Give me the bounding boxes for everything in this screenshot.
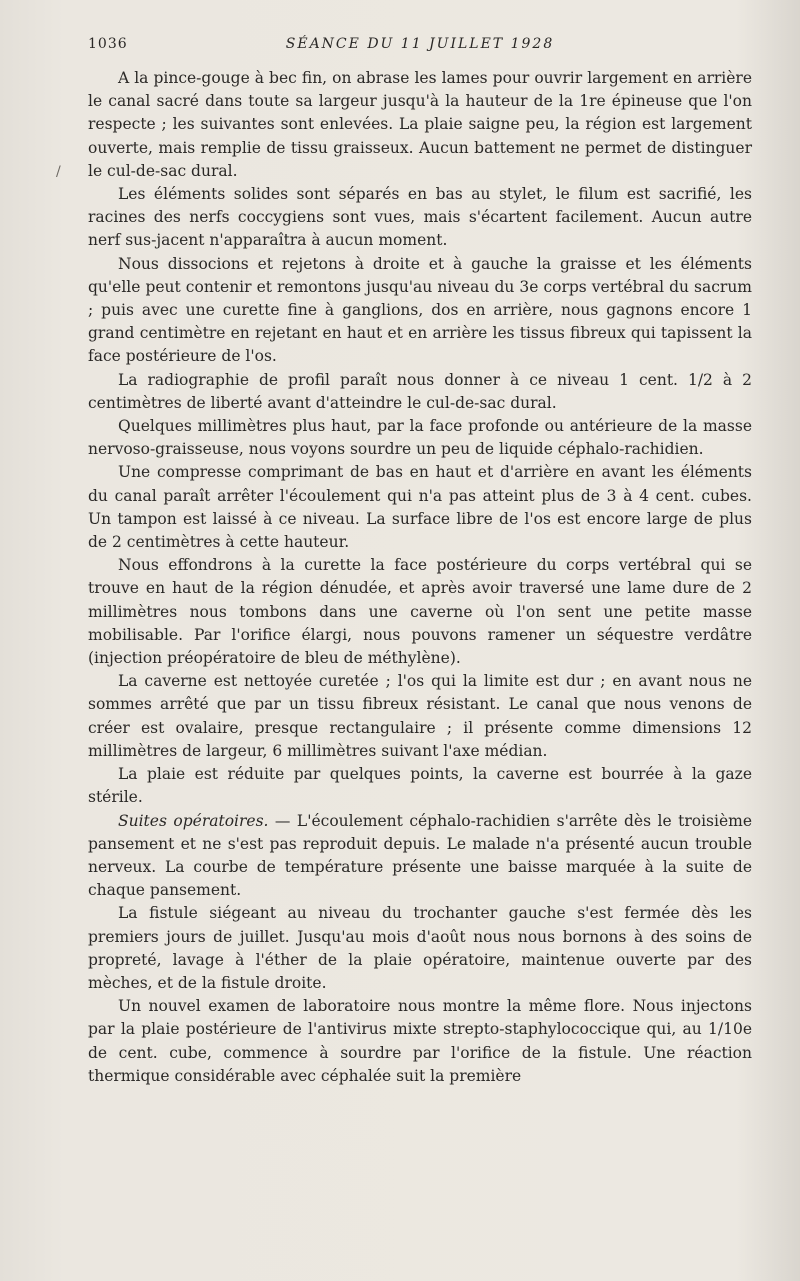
paragraph-1: A la pince-gouge à bec fin, on abrase les lames pour ouvrir largement en arrière le canal sacré dans toute sa largeur jusqu'à la hauteur de la 1re épineuse que l'on respecte ; les suivantes sont enlevées. La plaie saigne peu, la région est largement ouverte, mais remplie de tissu graisseux. Aucun battement ne permet de distinguer le cul-de-sac dural. (88, 69, 752, 180)
paragraph-10 (88, 810, 752, 903)
paragraph-11: La fistule siégeant au niveau du trochanter gauche s'est fermée dès les premiers jours de juillet. Jusqu'au mois d'août nous nous bornons à des soins de propreté, lavage à l'éther de la plaie opératoire, maintenue ouverte par des mèches, et de la fistule droite. (88, 904, 752, 992)
paragraph-10-text: — L'écoulement céphalo-rachidien s'arrête dès le troisième pansement et ne s'est pas reproduit depuis. Le malade n'a présenté aucun trouble nerveux. La courbe de température présente une baisse marquée à la suite de chaque pansement. (88, 811, 752, 900)
paragraph-8: La caverne est nettoyée curetée ; l'os qui la limite est dur ; en avant nous ne sommes arrêté que par un tissu fibreux résistant. Le canal que nous venons de créer est ovalaire, presque rectangulaire ; il présente comme dimensions 12 millimètres de largeur, 6 millimètres suivant l'axe médian. (88, 672, 752, 760)
paragraph-7: Nous effondrons à la curette la face postérieure du corps vertébral qui se trouve en haut de la région dénudée, et après avoir traversé une lame dure de 2 millimètres nous tombons dans une caverne où l'on sent une petite masse mobilisable. Par l'orifice élargi, nous pouvons ramener un séquestre verdâtre (injection préopératoire de bleu de méthylène). (88, 556, 752, 668)
paragraph-9: La plaie est réduite par quelques points, la caverne est bourrée à la gaze stérile. (88, 765, 752, 807)
margin-mark: / (56, 164, 61, 180)
paragraph-2: Les éléments solides sont séparés en bas au stylet, le filum est sacrifié, les racines des nerfs coccygiens sont vues, mais s'écartent facilement. Aucun autre nerf sus-jacent n'apparaîtra à aucun moment. (88, 185, 752, 250)
running-title: SÉANCE DU 11 JUILLET 1928 (285, 36, 555, 52)
paragraph-6: Une compresse comprimant de bas en haut et d'arrière en avant les éléments du canal paraît arrêter l'écoulement qui n'a pas atteint plus de 3 à 4 cent. cubes. Un tampon est laissé à ce niveau. La surface libre de l'os est encore large de plus de 2 centimètres à cette hauteur. (88, 463, 752, 552)
section-lead: Suites opératoires. (118, 811, 269, 830)
running-header (88, 36, 752, 56)
paragraph-12: Un nouvel examen de laboratoire nous montre la même flore. Nous injectons par la plaie postérieure de l'antivirus mixte strepto-staphylococcique qui, au 1/10e de cent. cube, commence à sourdre par l'orifice de la fistule. Une réaction thermique considérable avec céphalée suit la première (88, 997, 752, 1085)
body-text (88, 67, 752, 1088)
page-number: 1036 (88, 36, 128, 52)
paragraph-3: Nous dissocions et rejetons à droite et à gauche la graisse et les éléments qu'elle peut contenir et remontons jusqu'au niveau du 3e corps vertébral du sacrum ; puis avec une curette fine à ganglions, dos en arrière, nous gagnons encore 1 grand centimètre en rejetant en haut et en arrière les tissus fibreux qui tapissent la face postérieure de l'os. (88, 254, 752, 366)
paragraph-4: La radiographie de profil paraît nous donner à ce niveau 1 cent. 1/2 à 2 centimètres de liberté avant d'atteindre le cul-de-sac dural. (88, 370, 752, 412)
paragraph-5: Quelques millimètres plus haut, par la face profonde ou antérieure de la masse nervoso-graisseuse, nous voyons sourdre un peu de liquide céphalo-rachidien. (88, 417, 752, 459)
